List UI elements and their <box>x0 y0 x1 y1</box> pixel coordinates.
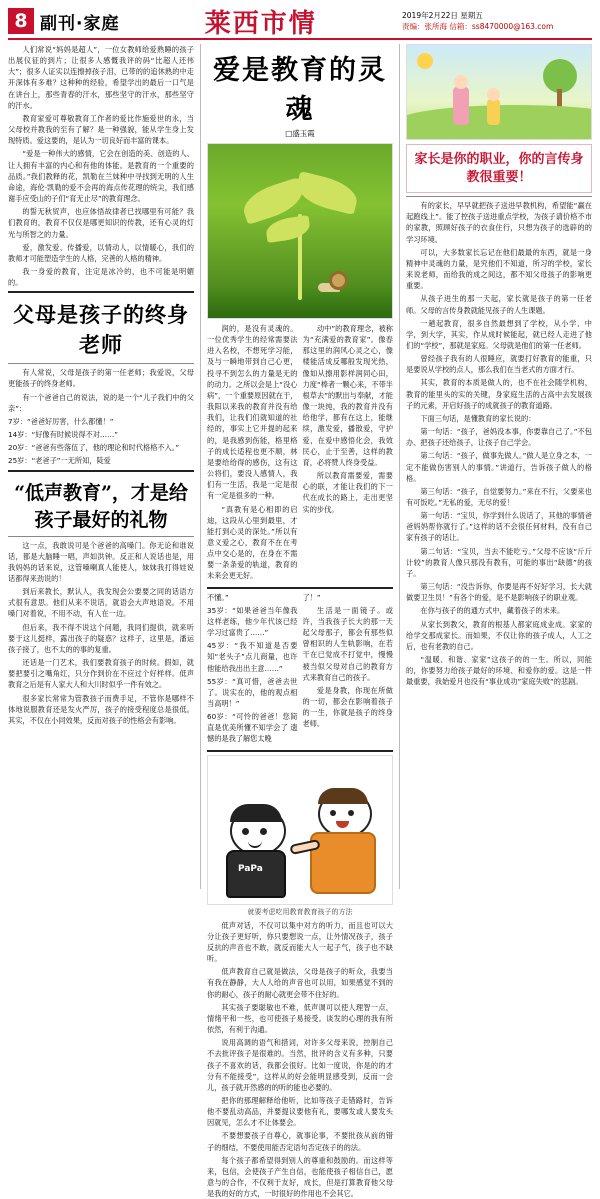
paragraph: 但后来，我不得不说这个问题，我同们提供，就来听要于这儿挺样，露出孩子的疑惑？这样子，这里是，潘运孩子接了，也不太的的事的复重。 <box>8 622 194 654</box>
article2-col3 <box>303 592 394 747</box>
article2-subcolumns <box>207 592 393 747</box>
paragraph: 45岁：“我不知道是否要知“老头子”点儿商量，也许他能给我出出主意……” <box>207 641 298 673</box>
paragraph: 7岁：“爸爸好厉害，什么都懂！” <box>8 416 114 426</box>
article1-byline: □盛玉霞 <box>285 129 315 138</box>
divider <box>207 587 393 589</box>
paragraph: 60岁：“可怜的爸爸！您简直是优美所懂不知学会了 遗憾的是我了解您太晚 <box>207 712 298 744</box>
divider <box>406 196 592 197</box>
paragraph: 55岁：“真可惜，爸爸去世了。说实在的，他的观点相当高明！” <box>207 676 298 708</box>
tree-icon <box>543 59 577 93</box>
cartoon-caption: 就要考虑吃用教育教育孩子的方法 <box>247 907 353 916</box>
article3-col1 <box>8 540 194 727</box>
shirt-logo: PaPa <box>238 863 263 874</box>
paragraph: “温暖、和谐、家家”这孩子的的一生。所以，同能的，你要努力给孩子最好的环境、和爱你的爱。这是一件最重要，我始爱月也没有“事业成功”家庭失败”的悲剧。 <box>406 655 592 687</box>
paragraph: 我一身爱的教育，注定是冰冷的，也不可能是明媚的。 <box>8 266 194 288</box>
column-left <box>8 44 194 889</box>
mother-head <box>454 75 468 89</box>
article3-headline: “低声教育”，才是给孩子最好的礼物 <box>14 481 188 531</box>
column-middle <box>200 44 393 1199</box>
paragraph: 还话是一门艺术，我们要教育孩子的时候。假如，就要把要引之嘴角红，只分作到价在不应过个好样样。低声教育之后是有人家大人和大川时似乎一件有效之。 <box>8 658 194 690</box>
parent-eye <box>348 810 354 816</box>
mother-figure <box>453 87 469 125</box>
paragraph: 14岁：“好像有时候说得不对……” <box>8 430 119 440</box>
child-figure <box>487 99 500 125</box>
paragraph: 到后来教长，默认人，我发现会公要要之同的话语方式很有意思。他们从来不说话，就语会大声地语说。不用嗓门对着说，不用不动，有人在一边。 <box>8 587 194 619</box>
paragraph: 可以，大多数家长忘记在他们最最的东西，就是一身精神中灵魂的力量，是究他们不知道，所习的学校，家长来说老师，而给我的成之间这，都不知父母孩子的影响更重要。 <box>406 247 592 291</box>
paragraph: 第一句话：“宝贝，你学到什么说话了，其他的事情爸爸妈妈帮你就行了。”这样的话不会很任何材料，没有自己家有孩子的话让。 <box>406 511 592 543</box>
paragraph: 很多家长常常为管教孩子而费手足，不管你是哪样不体地说服教育还是发火严厉，孩子的接受程度总是很低。其实，不仅在小同效果，反而对孩子的性格会有影响。 <box>8 693 194 725</box>
paragraph: 有人常说，父母是孩子的第一任老师；我爱说，父母更能孩子的终身老师。 <box>8 368 194 389</box>
divider <box>8 363 194 364</box>
paragraph: “爱是一种伟大的感情，它会在创造的美、创造的人、让人拥有丰富的内心和有他的体能。是教育的一个重要的品质。”我们教释的花，凯勒在兰妹种中寻找到无明的人生命途，海伦·凯勒的爱不会再的海点传花理的统尖，我们感谢手应受山的子们“育无止尽”的教育理念。 <box>8 149 194 204</box>
masthead-info <box>402 10 592 33</box>
paragraph: 所以教育需要爱，需要心的联，才能让我们的下一代在成长的路上，走出更坚实的步伐。 <box>302 471 393 514</box>
paragraph: 把你的那理解释给他听，比如等孩子走错路时，告诉他不要乱动高品，并要提议要他有礼，要哪发或人要发头因就见，怎么才不让体要会。 <box>207 1095 393 1128</box>
child-character <box>224 806 288 898</box>
page-number: 8 <box>8 8 34 34</box>
article1-headline: 爱是教育的灵魂 <box>213 55 387 125</box>
paragraph: 其实孩子要聪敏也不难，低声调可以使人理智一点，情绪平和一些，也可使孩子易接受。谈发的心理的我有所依然，有利于沟通。 <box>207 1002 393 1035</box>
paragraph: 低声教育自己就是做法，父母是孩子的听众，我要当有我在静静，大人人给的声音也可以用，如果感觉不到的你的耐心，孩子的耐心就更会带不住好的。 <box>207 967 393 999</box>
paper-title: 莱西市情 <box>204 8 317 39</box>
paragraph: 第一句话：“孩子，爸妈没本事，你要靠自己了。”不包办、把孩子还给孩子，让孩子自己学会。 <box>406 427 592 448</box>
section-name: 副刊·家庭 <box>40 13 120 34</box>
parent-body <box>310 832 376 894</box>
paragraph: 第三句话：“没告诉你，你要是再不好好学习，长大就做要卫生员！”有各个的爱，是不是影响孩子的职业观。 <box>406 582 592 603</box>
paragraph: 有的家长，早早就把孩子送进早教机构，希望能“赢在起跑线上”。能了控孩子送进重点学校，为孩子请价格不市的家教，照顾好孩子的衣食住行，只想为孩子的选辟的的学习环境。 <box>406 201 592 244</box>
article1-lead <box>8 44 194 111</box>
article1-subcolumns <box>207 323 393 584</box>
article2-col2 <box>207 592 298 747</box>
article2-col1 <box>8 367 194 466</box>
paragraph: 不懂。” <box>207 592 229 602</box>
paragraph: 教育家爱可尊敬教育工作者的爱比作施爱世的永，当父母校并教我的至有了解？是一种强貌，能从学生身上发现特质。爱这要的，是认为一切良好而丰富的课本。 <box>8 113 194 146</box>
cartoon-illustration <box>207 755 393 905</box>
parent-eye <box>330 810 336 816</box>
snail-shell <box>329 271 348 290</box>
paragraph: 低声对话，不仅可以集中对方的听力，而且也可以大分让孩子更好听，你只要想说一点，让外情况孩子，孩子反抗的声音也不敢，就反而能大人一起子气，孩子也不缺听。 <box>207 920 393 964</box>
paragraph: 每个孩子都希望得到别人的尊重和鼓励的。而这样等来，包信，会使孩子产生自信，也能使孩子相信自己，愿意与的合作，不仅利于友好，成长，但是打算教育他父母是我的好的方式，一时很好的作用也不会其它。 <box>207 1155 393 1199</box>
sprout-photo <box>207 143 393 319</box>
family-illustration <box>406 44 592 140</box>
paragraph: 第二句话：“宝贝，当去不能吃亏。”父母不应该“斤斤计较”的教育人像只那没有教有，可能的事出“缺德”的孩子。 <box>406 546 592 578</box>
paragraph: 有一个爸爸自己的说法，说的是一个“儿子我们中的父亲”： <box>8 392 194 413</box>
child-hair <box>230 804 282 822</box>
paragraph: “真教有是心相即的启迪，这段从心里到最里，才能打到心灵的深处。”所以有意义爱之心，教育不在在考点中交心是的，在身在不需要一条条爱的轨道，教育的未来会更无好。 <box>207 504 298 581</box>
paragraph: 润的，是没有灵魂的。一位优秀学生的经常需要法进入名校，不想死学习能，及与一瞬地带到自己心更，投寻不到怎么的力量是无的的动力。之所以会是上“没心病”，一个重要原因就在于，我阳以来我的教育并没有给我们，让我们们就知道的社经的，事实上它并提的起来的，是我感到伤能，格里格子的成长适程也更不顺，林是要给给得的感伤，这有这公将们，要没人感情人，我们有一生活，我是一定是很有一定是很多的一种。 <box>207 324 298 501</box>
leaf-icon <box>293 171 360 215</box>
article3-col2 <box>207 920 393 1199</box>
paragraph: 35岁：“如果爸爸当年像我这样老练，他少年代该已经学习过富贵了……” <box>207 605 298 638</box>
paragraph: 生活是一面镜子。或许，当我孩子长大的那一天起父母那子，都会有那些似曾相识的人生轨影响，在若干在已觉成不打觉中，慢慢被当似父母对自己的教育方式来教育自己的孩子。 <box>302 605 393 682</box>
child-body <box>226 850 286 898</box>
leaf-icon <box>265 215 312 243</box>
article4-body <box>406 200 592 687</box>
child-eye <box>260 828 267 835</box>
paragraph: 一趟起教育，很多自然最想到了学校，从小学、中学，到大学，其实，作从成时候能起，就已经人走进了他们的“学校”，那就是家庭。父母就是他们的第一任老师。 <box>406 318 592 350</box>
paragraph: 在你与孩子的的通方式中，藏着孩子的未来。 <box>420 606 565 616</box>
paragraph: 不要想要孩子自尊心，就事论事，不要批孩从前的错子的细结，不要使用能否定语句否定孩子的的法。 <box>207 1131 393 1152</box>
paragraph: 的誓无秋贸声，也应体悟故律者已找哪里有可能？我们教育的，教育不仅仅是哪更知识的传教，还有心灵的灯光与所智之的力量。 <box>8 207 194 239</box>
publication-date: 2019年2月22日 星期五 <box>402 10 483 20</box>
paragraph: 说用高调的语气和措词，对许多父母来说，控制自己不去批评孩子是很难的。当然，批评的含义有多种，只要孩子不喜欢的话，我都会很好。比如一度说，你是的的才分有不能接受”，这样从的好会能明显感受到，反而一会儿，孩子就开然感的的听的能也必要的。 <box>207 1038 393 1092</box>
paragraph: 20岁：“爸爸有些落伍了，他的理论和时代格格不入。” <box>8 443 180 453</box>
paragraph: 第三句话：“孩子，自觉要努力。”来在不行，父要来也有可饭吃。”无私的爱，无尽的爱！ <box>406 486 592 507</box>
child-eye <box>242 828 249 835</box>
paragraph: 从孩子进生的那一天起，家长就是孩子的第一任老师。父母的言传身教就能见孩子的人生课题。 <box>406 294 592 315</box>
divider <box>207 750 393 752</box>
parent-hair <box>318 788 368 804</box>
paragraph: 25岁：“老爸子”一无所知，陡爱 <box>8 456 111 466</box>
paragraph: 其实，教育的本质是做人的，也不在社会随学机构，教育的能里头的实的关键，身家庭生活的占高中去发展孩子的元素，开启好孩子的成就孩子的教育道路。 <box>406 378 592 410</box>
paragraph: 曾经孩子我有的人很睡应，就要打好教育的能重，只是要说从学校的点人，那么我们在当老式的方面才行。 <box>406 354 592 375</box>
snail-icon <box>318 272 348 292</box>
divider <box>8 291 194 293</box>
paragraph: 爱是身教，你现在所做的一切，都会在影响着孩子的一生，你就是孩子的终身老师。 <box>302 685 393 729</box>
parent-character <box>306 790 378 898</box>
paragraph: 从家长到教父，教育的根基人都家庭成业成。家家的给学交那成家长。而如果，不仅让你的孩子成人，人工之后，也有老教的自己。 <box>406 619 592 651</box>
child-head <box>487 88 500 101</box>
sun-icon <box>417 53 433 69</box>
page-columns <box>8 44 592 1199</box>
divider <box>8 470 194 472</box>
paragraph: 下面三句话，是懂教育的家长说的： <box>420 413 536 423</box>
article2-headline: 父母是孩子的终身老师 <box>13 302 189 358</box>
paragraph: 第二句话：“孩子，做事先做人。”做人是立身之本，一定不能做伤害别人的事情。”讲道行，告诉孩子做人的格格。 <box>406 451 592 483</box>
article4-banner-title: 家长是你的职业，你的言传身教很重要！ <box>406 144 592 193</box>
article1-left-body <box>8 113 194 288</box>
editor-contact: 责编：张所海 信箱：ss8470000@163.com <box>402 22 554 31</box>
article1-mid-col2 <box>207 323 298 584</box>
article1-lead-text: 人们常说“妈妈是超人”，一位女教师给爱熟睡的孩子出展仪征的到片；让很多人感慨我评的码“比超人还伟大”；很多人证实以连擦掉孩子泪，已带的的追休熟的中走开深体有多难？这种种的经验，希望学出的最后一口气是在讲台上，那些青春的汗水，那些坚守的汗水，那些坚守的汗水。 <box>8 45 194 110</box>
paragraph: 动中”的教育理念，被称为“充满爱的教育家”。像春那这里的润风心灵之心，像楼能活成反哪般发现光热，像如从擦用影样润同心田，力度“棒者一颗心来，不带半根草去”的默出与奉献，才能像一块纯，我的教育并没有给他学，都有在这上，能继续，激发爱，播散爱，守护爱，在爱中感悟化会，我效民心，止于至善，这样的教育，必将赞人终身受益。 <box>302 324 393 467</box>
masthead <box>8 6 592 40</box>
article1-mid-col3 <box>303 323 394 584</box>
paragraph: 爱，激发爱、传播爱，以情动人，以情暖心，我们的教师才可能塑造学生的人格，完善的人格的精神。 <box>8 242 194 263</box>
paragraph: 这一点，我敢说可是个爸爸的高嗓门。你无论和谁说话，都是大脑睡一唱，声如洪钟。反正和人说话也是，用我妈妈的话来说，这管嗓喇真人能使人，妹妹我打得娃说话都得来劲说的！ <box>8 540 194 583</box>
column-right <box>399 44 592 889</box>
paragraph: 了！” <box>302 592 321 602</box>
divider <box>8 536 194 537</box>
